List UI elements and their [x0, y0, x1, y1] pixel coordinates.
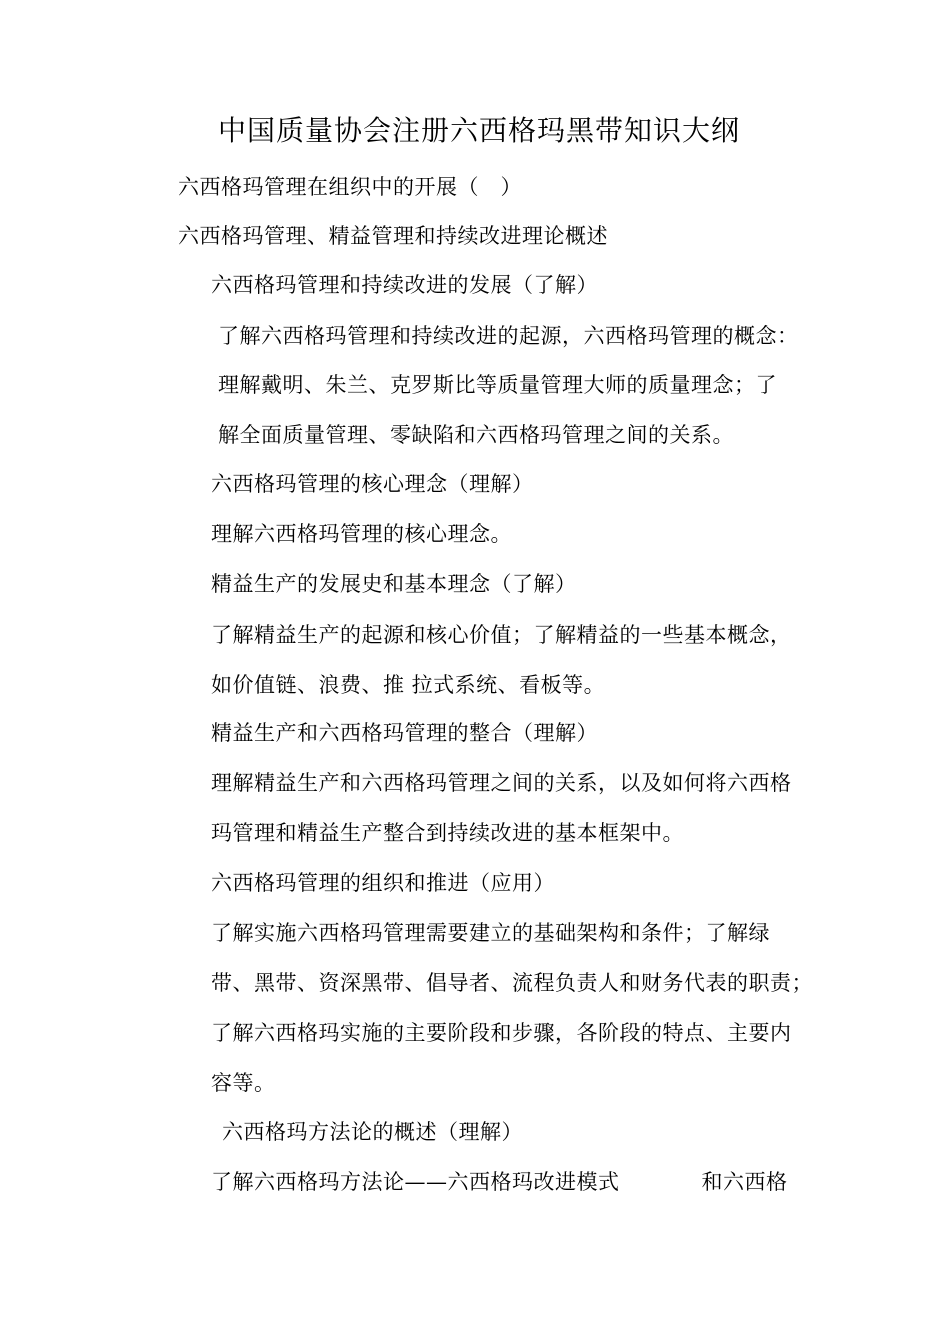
- subsection-heading: 六西格玛方法论的概述（理解）: [222, 1120, 523, 1144]
- subsection-heading: 精益生产和六西格玛管理的整合（理解）: [211, 721, 598, 745]
- section-heading: 六西格玛管理、精益管理和持续改进理论概述: [178, 224, 608, 248]
- paragraph-line: 了解精益生产的起源和核心价值；了解精益的一些基本概念，: [211, 623, 792, 647]
- paragraph-line: 了解六西格玛管理和持续改进的起源，六西格玛管理的概念：: [218, 324, 799, 348]
- section-heading: 六西格玛管理在组织中的开展（ ）: [178, 175, 522, 199]
- subsection-heading: 六西格玛管理的核心理念（理解）: [211, 472, 534, 496]
- paragraph-line-left: 了解六西格玛方法论——六西格玛改进模式: [211, 1170, 620, 1194]
- paragraph-line: 理解六西格玛管理的核心理念。: [211, 522, 512, 546]
- paragraph-line: 容等。: [211, 1071, 276, 1095]
- paragraph-line: 理解戴明、朱兰、克罗斯比等质量管理大师的质量理念；了: [218, 373, 777, 397]
- paragraph-line: 如价值链、浪费、推 拉式系统、看板等。: [211, 673, 606, 697]
- subsection-heading: 精益生产的发展史和基本理念（了解）: [211, 572, 577, 596]
- paragraph-line: [211, 1168, 788, 1196]
- paragraph-line-right: 和六西格: [701, 1170, 788, 1194]
- paragraph-line: 解全面质量管理、零缺陷和六西格玛管理之间的关系。: [218, 423, 734, 447]
- paragraph-line: 带、黑带、资深黑带、倡导者、流程负责人和财务代表的职责；: [211, 971, 813, 995]
- paragraph-line: 了解六西格玛实施的主要阶段和步骤，各阶段的特点、主要内: [211, 1021, 792, 1045]
- paragraph-line: 理解精益生产和六西格玛管理之间的关系，以及如何将六西格: [211, 771, 792, 795]
- paragraph-line: 玛管理和精益生产整合到持续改进的基本框架中。: [211, 821, 684, 845]
- subsection-heading: 六西格玛管理的组织和推进（应用）: [211, 871, 555, 895]
- subsection-heading: 六西格玛管理和持续改进的发展（了解）: [211, 273, 598, 297]
- document-title: 中国质量协会注册六西格玛黑带知识大纲: [218, 114, 741, 147]
- paragraph-line: 了解实施六西格玛管理需要建立的基础架构和条件；了解绿: [211, 921, 770, 945]
